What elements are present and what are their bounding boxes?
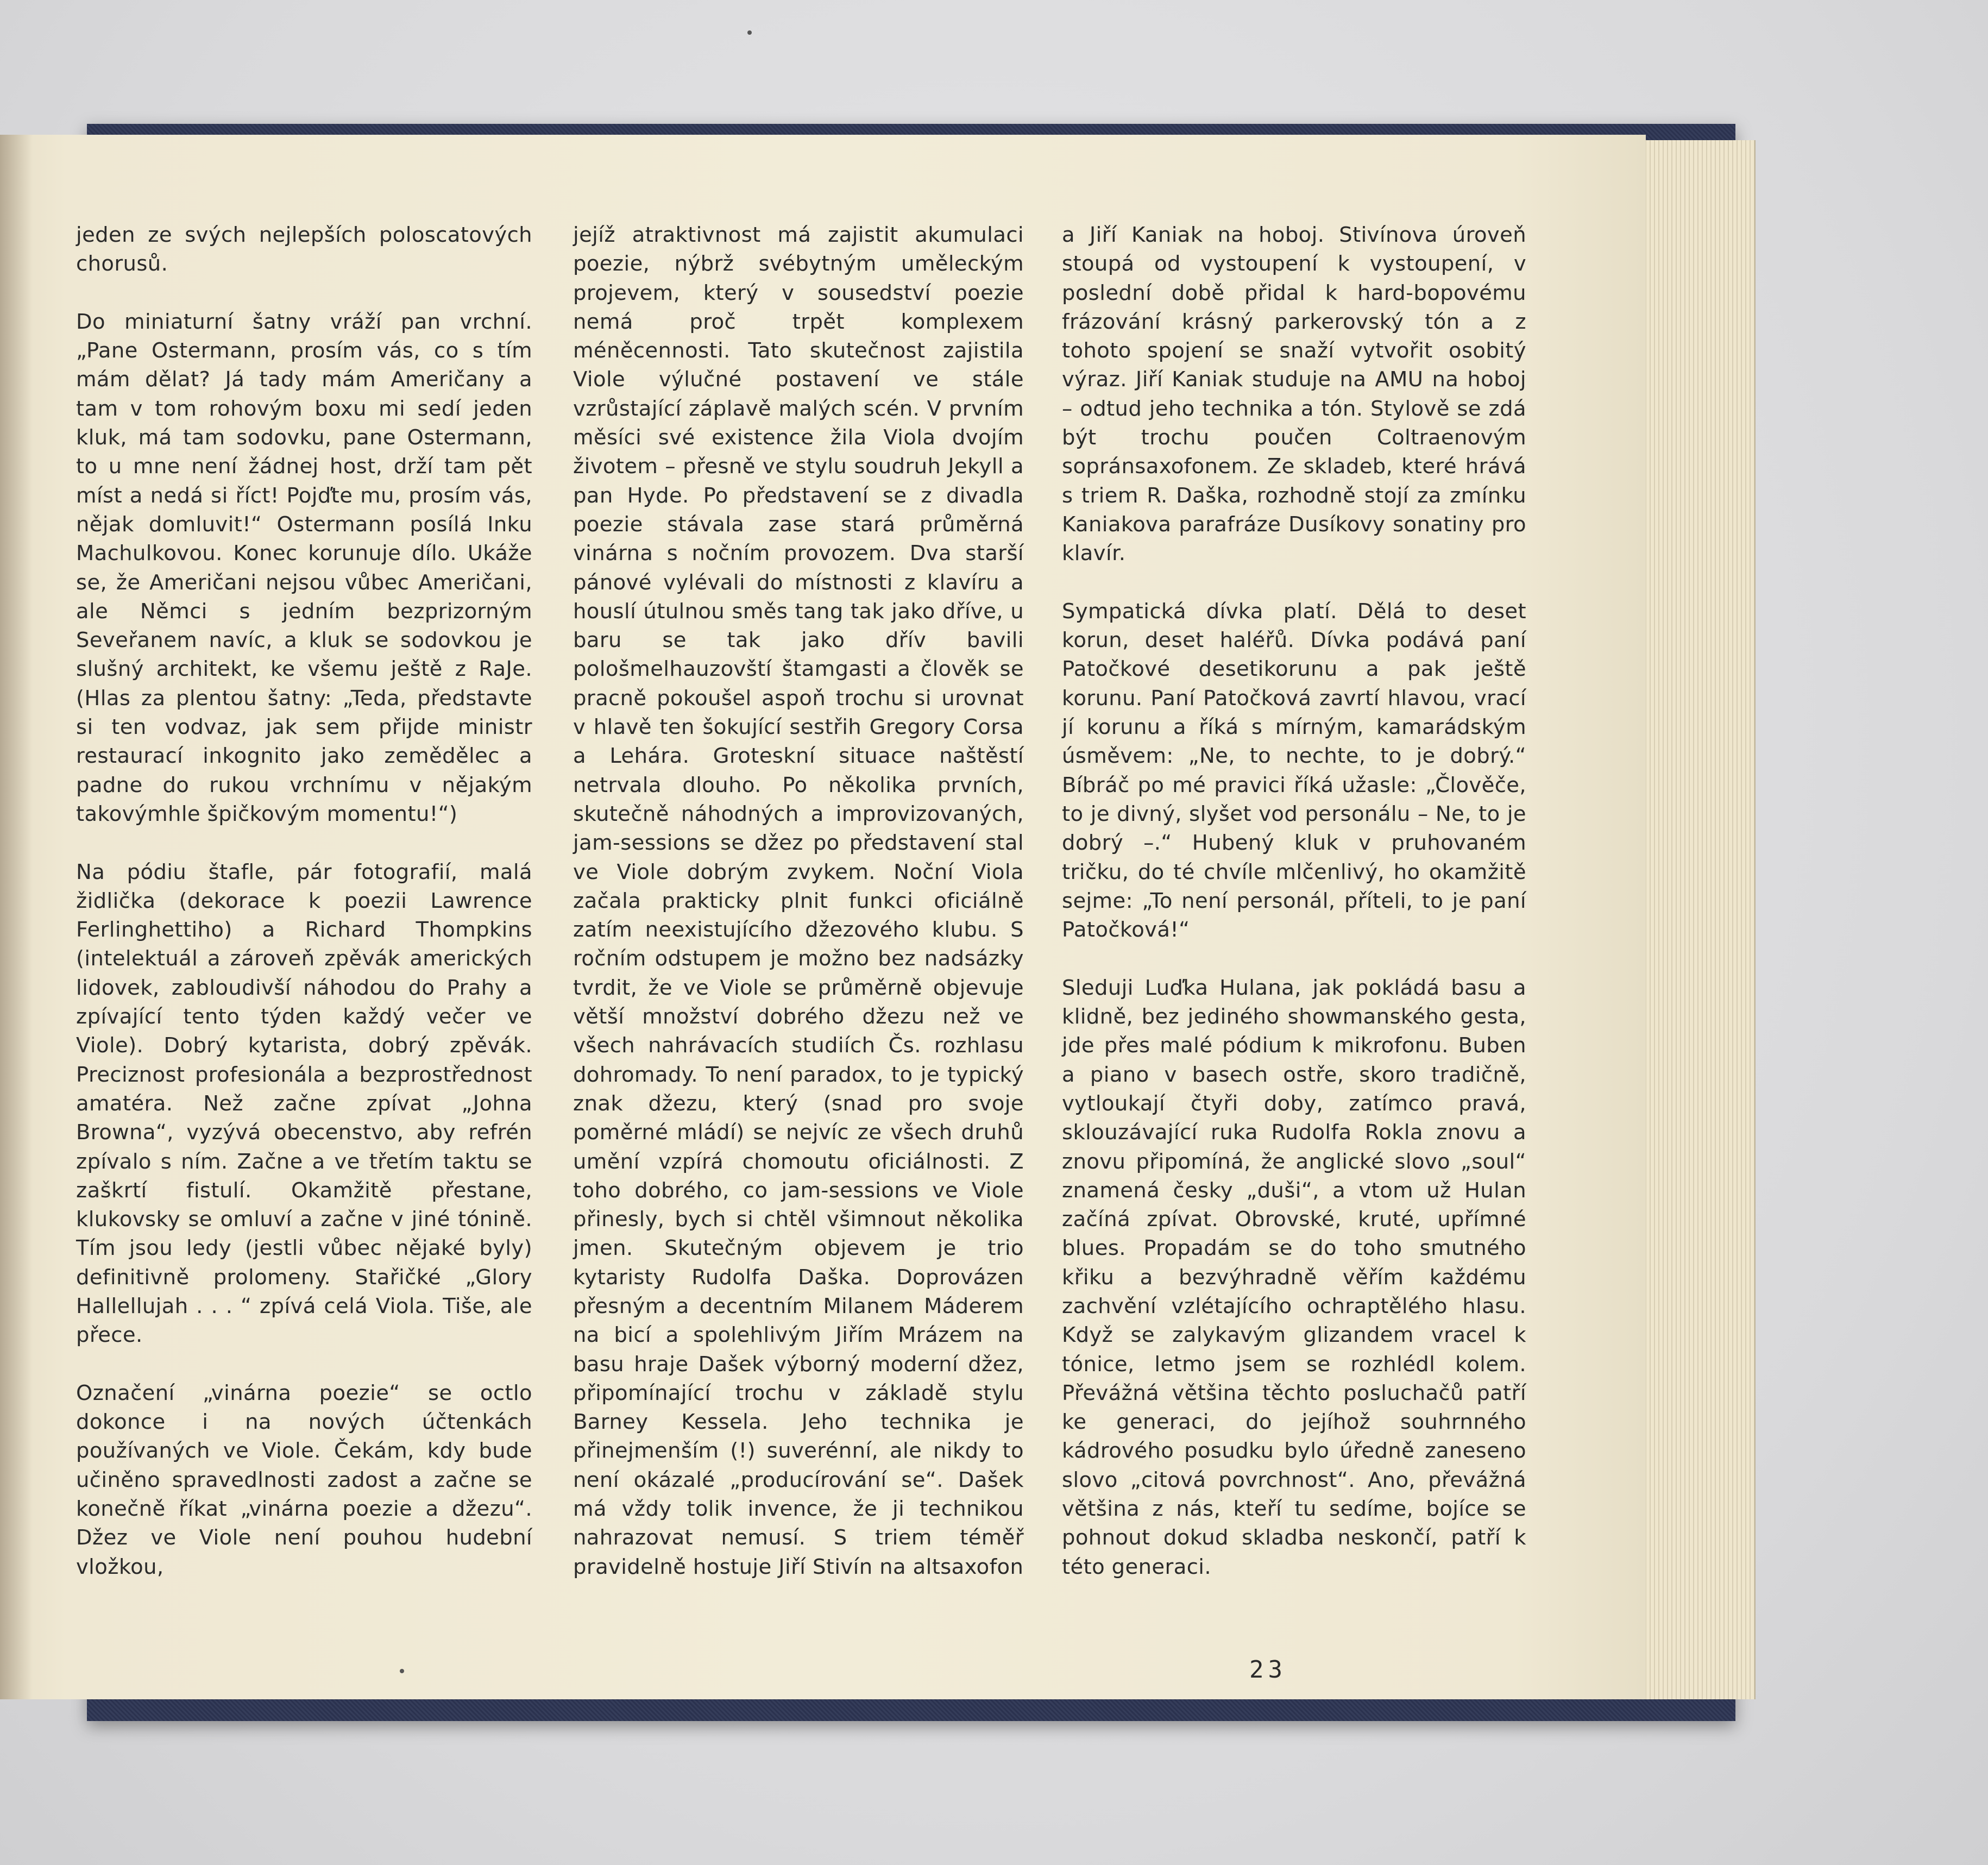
paragraph: jeden ze svých nejlepších poloscatových chorusů. [76, 223, 532, 277]
paragraph: Sympatická dívka platí. Dělá to deset korun, deset haléřů. Dívka podává paní Patočkové desetikorunu a pak ještě korunu. Paní Patočková zavrtí hlavou, vrací jí korunu a říká s mírným, kamarádským úsměvem: „Ne, to nechte, to je dobrý.“ Bíbráč po mé pravici říká užasle: „Člověče, to je divný, slyšet vod personálu – Ne, to je dobrý –.“ Hubený kluk v pruhovaném tričku, do té chvíle mlčenlivý, ho okamžitě sejme: „To není personál, příteli, to je paní Patočková!“ [1062, 599, 1526, 943]
print-speck [400, 1669, 404, 1673]
paragraph: Na pódiu štafle, pár fotografií, malá židlička (dekorace k poezii Lawrence Ferlinghettiho) a Richard Thompkins (intelektuál a zároveň zpěvák amerických lidovek, zabloudivší náhodou do Prahy a zpívající tento týden každý večer ve Viole). Dobrý kytarista, dobrý zpěvák. Preciznost profesionála a bezprostřednost amatéra. Než začne zpívat „Johna Browna“, vyzývá obecenstvo, aby refrén zpívalo s ním. Začne a ve třetím taktu se zaškrtí fistulí. Okamžitě přestane, klukovsky se omluví a začne v jiné tónině. Tím jsou ledy (jestli vůbec nějaké byly) definitivně prolomeny. Stařičké „Glory Hallellujah . . . “ zpívá celá Viola. Tiše, ale přece. [76, 859, 532, 1348]
paragraph: Označení „vinárna poezie“ se octlo dokonce i na nových účtenkách používaných ve Viole. Čekám, kdy bude učiněno spravedlnosti zadost a začne se konečně říkat „vinárna poezie a džezu“. Džez ve Viole není pouhou hudební vložkou, [76, 1380, 532, 1579]
page-number: 23 [1249, 1656, 1287, 1684]
paragraph: Sleduji Luďka Hulana, jak pokládá basu a klidně, bez jediného showmanského gesta, jde přes malé pódium k mikrofonu. Buben a piano v basech ostře, skoro tradičně, vytloukají čtyři doby, zatímco pravá, sklouzávající ruka Rudolfa Rokla znovu a znovu připomíná, že anglické slovo „soul“ znamená česky „duši“, a vtom už Hulan začíná zpívat. Obrovské, kruté, upřímné blues. Propadám se do toho smutného křiku a bezvýhradně věřím každému zachvění vzlétajícího ochraptělého hlasu. Když se zalykavým glizandem vracel k tónice, letmo jsem se rozhlédl kolem. Převážná většina těchto posluchačů patří ke generaci, do jejíhož souhrnného kádrového posudku bylo úředně zaneseno slovo „citová povrchnost“. Ano, převážná většina z nás, kteří tu sedíme, bojíce se pohnout dokud skladba neskončí, patří k této generaci. [1062, 975, 1526, 1579]
print-speck [747, 30, 752, 35]
paragraph: jejíž atraktivnost má zajistit akumulaci poezie, nýbrž svébytným uměleckým projevem, který v sousedství poezie nemá proč trpět komplexem méněcennosti. Tato skutečnost zajistila Viole výlučné postavení ve stále vzrůstající záplavě malých scén. V prvním měsíci své existence žila Viola dvojím životem – přesně ve stylu soudruh Jekyll a pan Hyde. Po představení se z divadla poezie stávala zase stará průměrná vinárna s nočním provozem. Dva starší pánové vylévali do místnosti z klavíru a houslí útulnou směs tang tak jako dříve, u baru se tak jako dřív bavili pološmelhauzovští štamgasti a člověk se pracně pokoušel aspoň trochu si urovnat v hlavě ten šokující sestřih Gregory Corsa a Lehára. Groteskní situace naštěstí netrvala dlouho. Po několika prvních, skutečně náhodných a improvizovaných, jam-sessions se džez po představení stal ve Viole dobrým zvykem. Noční Viola začala prakticky plnit funkci oficiálně zatím neexistujícího džezového klubu. S ročním odstupem je možno bez nadsázky tvrdit, že ve Viole se průměrně objevuje větší množství dobrého džezu než ve všech nahrávacích studiích Čs. rozhlasu dohromady. To není paradox, to je typický znak džezu, který (snad pro svoje poměrné mládí) se nejvíc ze všech druhů umění vzpírá chomoutu oficiálnosti. Z toho dobrého, co jam-sessions ve Viole přinesly, bych si chtěl všimnout několika jmen. Skutečným objevem je trio kytaristy Rudolfa Daška. Doprovázen přesným a decentním Milanem Máderem na bicí a spolehlivým Jiřím Mrázem na basu hraje Dašek výborný moderní džez, připomínající trochu v základě stylu Barney Kessela. Jeho technika je přinejmenším (!) suverénní, ale nikdy to není okázalé „producírování se“. Dašek má vždy tolik invence, že ji technikou nahrazovat nemusí. S triem téměř pravidelně hostuje Jiří Stivín na altsaxofon [573, 223, 1024, 1579]
paragraph: a Jiří Kaniak na hoboj. Stivínova úroveň stoupá od vystoupení k vystoupení, v poslední době přidal k hard-bopovému frázování krásný parkerovský tón a z tohoto spojení se snaží vytvořit osobitý výraz. Jiří Kaniak studuje na AMU na hoboj – odtud jeho technika a tón. Stylově se zdá být trochu poučen Coltraenovým sopránsaxofonem. Ze skladeb, které hrává s triem R. Daška, rozhodně stojí za zmínku Kaniakova parafráze Dusíkovy sonatiny pro klavír. [1062, 223, 1526, 566]
paragraph: Do miniaturní šatny vráží pan vrchní. „Pane Ostermann, prosím vás, co s tím mám dělat? Já tady mám Američany a tam v tom rohovým boxu mi sedí jeden kluk, má tam sodovku, pane Ostermann, to u mne není žádnej host, drží tam pět míst a nedá si říct! Pojďte mu, prosím vás, nějak domluvit!“ Ostermann posílá Inku Machulkovou. Konec korunuje dílo. Ukáže se, že Američani nejsou vůbec Američani, ale Němci s jedním bezprizorným Seveřanem navíc, a kluk se sodovkou je slušný architekt, ke všemu ještě z RaJe. (Hlas za plentou šatny: „Teda, představte si ten vodvaz, jak sem přijde ministr restaurací inkognito jako zemědělec a padne do rukou vrchnímu v nějakým takovýmhle špičkovým momentu!“) [76, 309, 532, 826]
text-column-right [1062, 221, 1526, 1581]
text-column-middle [573, 221, 1024, 1581]
page-edges [1638, 140, 1756, 1699]
text-column-left [76, 221, 532, 1581]
binding-shadow [0, 135, 33, 1699]
